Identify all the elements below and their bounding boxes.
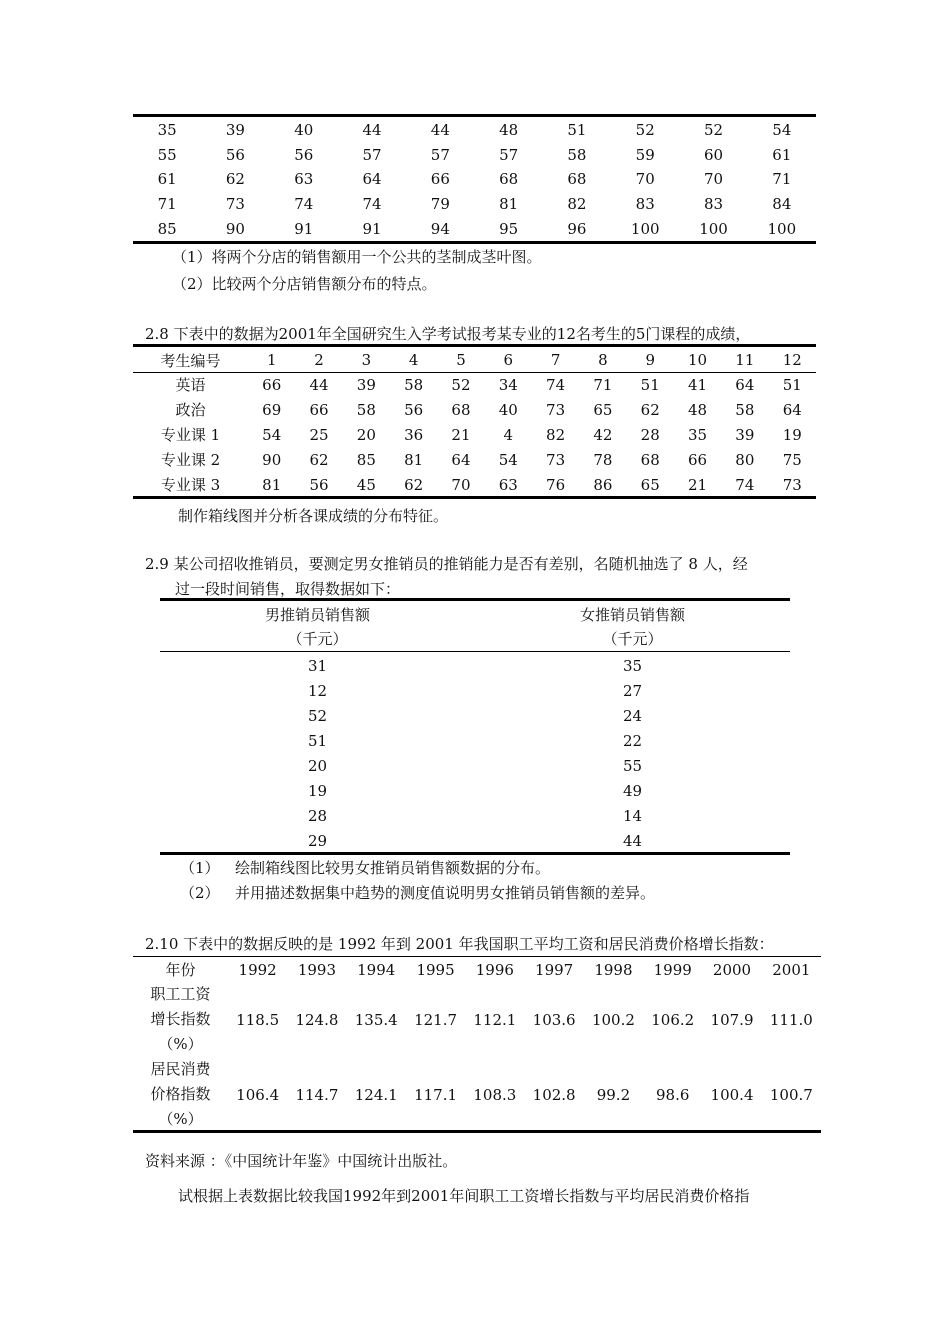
- table-cell: 83: [703, 195, 724, 214]
- table2-bottom-rule: [133, 496, 816, 499]
- candidate-number: 11: [735, 351, 755, 369]
- subject-label: 英语: [175, 376, 206, 394]
- table-cell: 44: [430, 121, 450, 140]
- year-label: 年份: [165, 961, 196, 979]
- candidate-number: 7: [550, 351, 561, 369]
- table-cell: 85: [157, 219, 177, 238]
- q29-item2: 并用描述数据集中趋势的测度值说明男女推销员销售额的差异。: [235, 884, 656, 902]
- score-cell: 80: [735, 450, 755, 469]
- table-cell: 44: [362, 121, 382, 140]
- table3-header: [160, 602, 790, 650]
- score-cell: 81: [262, 475, 282, 494]
- year-cell: 1995: [416, 960, 455, 979]
- male-sales-cell: 20: [307, 756, 328, 775]
- male-sales-cell: 29: [307, 831, 328, 850]
- table4: [133, 957, 821, 1132]
- score-cell: 21: [687, 475, 708, 494]
- table3: [160, 653, 790, 853]
- year-cell: 1997: [535, 960, 574, 979]
- score-cell: 68: [451, 400, 471, 419]
- female-sales-cell: 49: [622, 781, 643, 800]
- score-cell: 36: [404, 425, 424, 444]
- table-cell: 70: [703, 170, 724, 189]
- score-cell: 58: [356, 400, 376, 419]
- wage-cell: 106.2: [651, 1010, 695, 1029]
- year-cell: 1993: [297, 960, 337, 979]
- table-cell: 64: [362, 170, 382, 189]
- score-cell: 58: [404, 375, 424, 394]
- cpi-cell: 117.1: [414, 1085, 458, 1104]
- wage-cell: 121.7: [414, 1010, 458, 1029]
- table-cell: 48: [499, 121, 519, 140]
- score-cell: 82: [546, 425, 566, 444]
- table-cell: 73: [225, 195, 245, 214]
- cpi-label-line2: 价格指数: [150, 1085, 211, 1103]
- wage-cell: 112.1: [473, 1010, 517, 1029]
- table3-top-rule: [160, 598, 790, 601]
- candidate-id-header: 考生编号: [160, 351, 221, 370]
- table-row: [160, 828, 790, 853]
- table3-bottom-rule: [160, 852, 790, 855]
- table-cell: 56: [225, 145, 245, 164]
- table-row: [133, 422, 816, 447]
- table1-top-rule: [133, 114, 816, 117]
- year-cell: 1998: [594, 960, 633, 979]
- cpi-cell: 124.1: [354, 1085, 398, 1104]
- wage-cell: 100.2: [591, 1010, 635, 1029]
- q29-intro2: 过一段时间销售，取得数据如下：: [175, 580, 401, 598]
- table-header-row: [133, 348, 816, 372]
- table-row: [160, 778, 790, 803]
- year-cell: 2001: [772, 960, 811, 979]
- wage-index-label: [133, 982, 228, 1057]
- score-cell: 64: [735, 375, 755, 394]
- score-cell: 78: [593, 450, 613, 469]
- year-cell: 1996: [475, 960, 514, 979]
- cpi-cell: 114.7: [295, 1085, 339, 1104]
- score-cell: 76: [546, 475, 566, 494]
- female-sales-cell: 44: [622, 831, 643, 850]
- candidate-number: 12: [782, 351, 802, 369]
- table-cell: 63: [294, 170, 314, 189]
- score-cell: 62: [309, 450, 329, 469]
- table-cell: 59: [635, 145, 655, 164]
- male-sales-header: 男推销员销售额: [264, 605, 370, 624]
- male-sales-cell: 28: [307, 806, 328, 825]
- q29-item1: 绘制箱线图比较男女推销员销售额数据的分布。: [235, 859, 551, 877]
- score-cell: 39: [735, 425, 755, 444]
- cpi-cell: 108.3: [473, 1085, 517, 1104]
- female-sales-cell: 14: [622, 806, 643, 825]
- candidate-number: 6: [503, 351, 514, 369]
- score-cell: 48: [687, 400, 708, 419]
- score-cell: 39: [356, 375, 376, 394]
- table-row: [160, 653, 790, 678]
- score-cell: 71: [593, 375, 613, 394]
- female-sales-unit: （千元）: [602, 629, 663, 648]
- wage-cell: 124.8: [295, 1010, 339, 1029]
- score-cell: 74: [546, 375, 566, 394]
- table-cell: 57: [430, 145, 450, 164]
- subject-label: 专业课 3: [160, 476, 221, 494]
- candidate-number: 3: [361, 351, 372, 369]
- wage-label-line2: 增长指数: [150, 1010, 211, 1028]
- male-sales-cell: 31: [307, 656, 328, 675]
- table-cell: 55: [157, 145, 177, 164]
- score-cell: 64: [782, 400, 802, 419]
- score-cell: 74: [735, 475, 755, 494]
- score-cell: 40: [498, 400, 518, 419]
- score-cell: 25: [309, 425, 329, 444]
- score-cell: 86: [593, 475, 613, 494]
- table-cell: 82: [567, 195, 587, 214]
- q27-item2: （2）比较两个分店销售额分布的特点。: [172, 275, 437, 293]
- table-cell: 70: [635, 170, 655, 189]
- candidate-number: 9: [645, 351, 655, 369]
- score-cell: 35: [687, 425, 708, 444]
- score-cell: 54: [262, 425, 282, 444]
- candidate-number: 1: [266, 351, 277, 369]
- table-cell: 74: [362, 195, 382, 214]
- table-row: [133, 472, 816, 497]
- score-cell: 65: [593, 400, 613, 419]
- subject-label: 政治: [175, 401, 206, 419]
- female-sales-cell: 24: [622, 706, 643, 725]
- cpi-cell: 98.6: [656, 1085, 690, 1104]
- table-cell: 62: [225, 170, 245, 189]
- table-cell: 91: [294, 219, 314, 238]
- year-cell: 2000: [712, 960, 752, 979]
- table-row: [133, 447, 816, 472]
- table-row: [160, 803, 790, 828]
- score-cell: 62: [404, 475, 424, 494]
- female-sales-header: 女推销员销售额: [579, 605, 685, 624]
- table-cell: 68: [567, 170, 587, 189]
- table-cell: 52: [703, 121, 724, 140]
- score-cell: 85: [356, 450, 376, 469]
- table4-bottom-rule: [133, 1130, 821, 1133]
- q27-item1: （1）将两个分店的销售额用一个公共的茎制成茎叶图。: [172, 248, 542, 266]
- score-cell: 56: [309, 475, 329, 494]
- table-cell: 61: [772, 145, 792, 164]
- score-cell: 73: [546, 400, 566, 419]
- table-cell: 54: [772, 121, 792, 140]
- q29-intro1: 2.9 某公司招收推销员，要测定男女推销员的推销能力是否有差别，名随机抽选了 8 人，经: [145, 555, 748, 573]
- table-row: [160, 678, 790, 703]
- table2-header-rule: [133, 372, 816, 373]
- score-cell: 20: [356, 425, 376, 444]
- table-cell: 94: [430, 219, 450, 238]
- score-cell: 58: [735, 400, 755, 419]
- wage-cell: 103.6: [532, 1010, 576, 1029]
- score-cell: 28: [640, 425, 660, 444]
- score-cell: 42: [593, 425, 613, 444]
- table-cell: 35: [157, 121, 177, 140]
- q29-item2-no: （2）: [180, 884, 220, 902]
- table-row: [160, 728, 790, 753]
- cpi-cell: 102.8: [532, 1085, 576, 1104]
- table-row: [133, 216, 816, 241]
- score-cell: 66: [309, 400, 329, 419]
- score-cell: 66: [687, 450, 708, 469]
- score-cell: 51: [782, 375, 802, 394]
- score-cell: 73: [782, 475, 802, 494]
- score-cell: 63: [498, 475, 518, 494]
- table-cell: 81: [499, 195, 519, 214]
- candidate-number: 10: [687, 351, 708, 369]
- year-cell: 1992: [238, 960, 277, 979]
- cpi-cell: 99.2: [596, 1085, 631, 1104]
- cpi-index-label: [133, 1057, 228, 1132]
- table2: [133, 348, 816, 497]
- table-cell: 66: [430, 170, 450, 189]
- table-cell: 91: [362, 219, 382, 238]
- score-cell: 45: [356, 475, 376, 494]
- wage-cell: 107.9: [710, 1010, 754, 1029]
- score-cell: 21: [451, 425, 471, 444]
- candidate-number: 5: [456, 351, 466, 369]
- cpi-cell: 100.7: [769, 1085, 813, 1104]
- table-cell: 57: [499, 145, 519, 164]
- table1: [133, 118, 816, 241]
- table-row: [133, 372, 816, 397]
- table-cell: 40: [294, 121, 314, 140]
- table-row: [160, 703, 790, 728]
- score-cell: 90: [262, 450, 282, 469]
- score-cell: 68: [640, 450, 660, 469]
- score-cell: 56: [404, 400, 424, 419]
- cpi-cell: 100.4: [710, 1085, 754, 1104]
- table-cell: 52: [635, 121, 655, 140]
- subject-label: 专业课 2: [160, 451, 221, 469]
- female-sales-cell: 27: [622, 681, 643, 700]
- score-cell: 66: [262, 375, 282, 394]
- score-cell: 51: [640, 375, 660, 394]
- score-cell: 64: [451, 450, 471, 469]
- table-cell: 95: [499, 219, 519, 238]
- table-cell: 74: [294, 195, 314, 214]
- year-cell: 1999: [653, 960, 692, 979]
- score-cell: 41: [687, 375, 708, 394]
- score-cell: 65: [640, 475, 660, 494]
- table2-top-rule: [133, 344, 816, 347]
- male-sales-cell: 52: [307, 706, 328, 725]
- wage-label-line1: 职工工资: [150, 985, 211, 1003]
- male-sales-unit: （千元）: [287, 629, 348, 648]
- male-sales-cell: 19: [307, 781, 328, 800]
- male-sales-cell: 51: [307, 731, 328, 750]
- table-cell: 84: [772, 195, 792, 214]
- table-cell: 68: [499, 170, 519, 189]
- score-cell: 4: [503, 425, 514, 444]
- year-cell: 1994: [357, 960, 396, 979]
- score-cell: 73: [546, 450, 566, 469]
- table-row: [133, 167, 816, 192]
- score-cell: 75: [782, 450, 802, 469]
- table-cell: 71: [772, 170, 792, 189]
- wage-cell: 135.4: [354, 1010, 398, 1029]
- wage-cell: 118.5: [236, 1010, 280, 1029]
- q28-note: 制作箱线图并分析各课成绩的分布特征。: [178, 507, 449, 525]
- source-note: 资料来源 ：《中国统计年鉴》中国统计出版社。: [145, 1152, 458, 1170]
- table-cell: 90: [225, 219, 245, 238]
- male-sales-cell: 12: [307, 681, 328, 700]
- q210-intro: 2.10 下表中的数据反映的是 1992 年到 2001 年我国职工平均工资和居民消费价格增长指数：: [145, 935, 774, 953]
- score-cell: 81: [404, 450, 424, 469]
- table-cell: 60: [703, 145, 724, 164]
- table-cell: 100: [630, 219, 660, 238]
- score-cell: 44: [309, 375, 329, 394]
- female-sales-cell: 35: [622, 656, 643, 675]
- table-cell: 61: [157, 170, 177, 189]
- table-row: [133, 397, 816, 422]
- score-cell: 70: [451, 475, 471, 494]
- table-cell: 83: [635, 195, 655, 214]
- subject-label: 专业课 1: [160, 426, 221, 444]
- table-row: [160, 753, 790, 778]
- score-cell: 52: [451, 375, 471, 394]
- candidate-number: 8: [598, 351, 608, 369]
- table-row: [133, 192, 816, 217]
- table3-header-rule: [160, 651, 790, 652]
- q210-question: 试根据上表数据比较我国1992年到2001年间职工工资增长指数与平均居民消费价格指: [178, 1187, 750, 1205]
- candidate-number: 4: [408, 351, 419, 369]
- cpi-cell: 106.4: [236, 1085, 280, 1104]
- candidate-number: 2: [314, 351, 324, 369]
- table-cell: 51: [567, 121, 587, 140]
- score-cell: 54: [498, 450, 518, 469]
- score-cell: 69: [262, 400, 282, 419]
- score-cell: 34: [498, 375, 518, 394]
- score-cell: 62: [640, 400, 660, 419]
- table-cell: 56: [294, 145, 314, 164]
- q29-item1-no: （1）: [180, 859, 220, 877]
- wage-cell: 111.0: [769, 1010, 813, 1029]
- table-row: [133, 143, 816, 168]
- table-cell: 58: [567, 145, 587, 164]
- female-sales-cell: 22: [622, 731, 643, 750]
- cpi-label-line3: （%）: [158, 1110, 203, 1128]
- table-cell: 96: [567, 219, 587, 238]
- wage-label-line3: （%）: [158, 1035, 203, 1053]
- table-cell: 79: [430, 195, 450, 214]
- table-cell: 100: [699, 219, 728, 238]
- cpi-label-line1: 居民消费: [150, 1060, 211, 1078]
- table-cell: 39: [225, 121, 245, 140]
- q28-intro: 2.8 下表中的数据为2001年全国研究生入学考试报考某专业的12名考生的5门课程的成绩，: [145, 325, 751, 343]
- table-cell: 71: [157, 195, 177, 214]
- table1-bottom-rule: [133, 241, 816, 244]
- score-cell: 19: [782, 425, 802, 444]
- female-sales-cell: 55: [622, 756, 643, 775]
- table-row: [133, 118, 816, 143]
- table-cell: 100: [767, 219, 797, 238]
- table-cell: 57: [362, 145, 382, 164]
